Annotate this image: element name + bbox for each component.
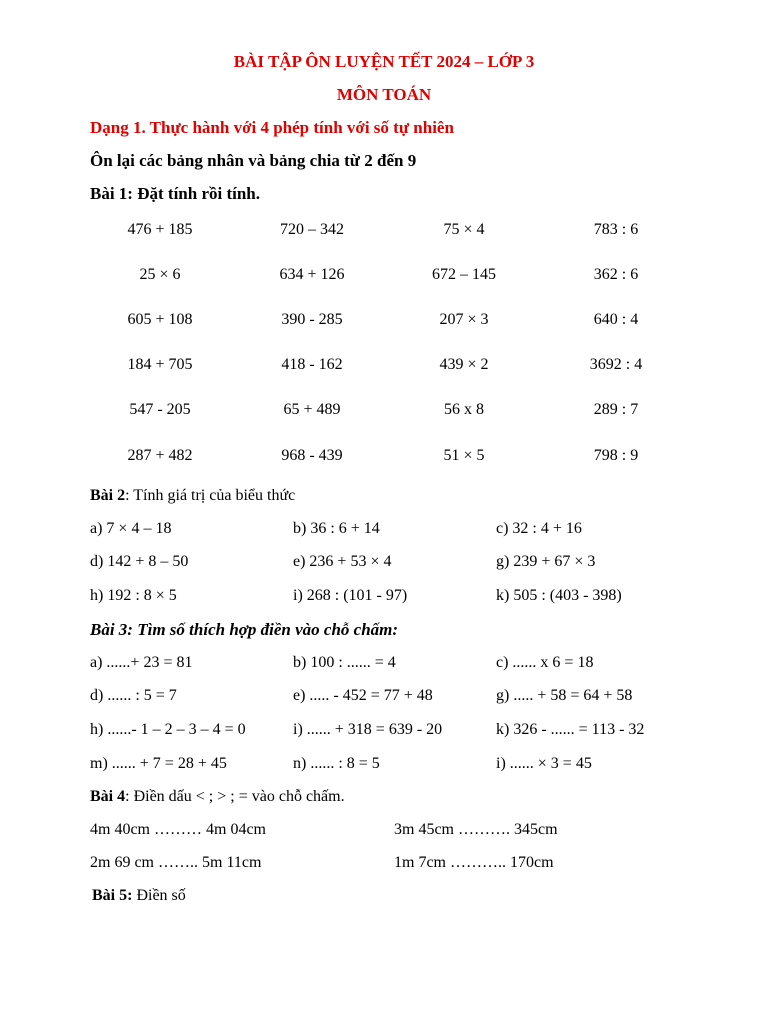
bai4-comparison: 3m 45cm ………. 345cm [394,821,558,838]
bai1-problem: 547 - 205 [129,401,191,418]
bai3-equation: e) ..... - 452 = 77 + 48 [293,687,433,704]
bai1-problem: 184 + 705 [127,356,193,373]
bai1-problem: 65 + 489 [283,401,341,418]
bai1-problem: 476 + 185 [127,221,193,238]
bai1-problem: 968 - 439 [281,447,343,464]
bai3-equation: b) 100 : ...... = 4 [293,654,396,671]
bai1-problem: 798 : 9 [593,447,639,464]
bai3-equation: n) ...... : 8 = 5 [293,755,380,772]
bai1-problem: 287 + 482 [127,447,193,464]
bai3-heading: Bài 3: Tìm số thích hợp điền vào chỗ chấm: [90,620,399,639]
bai4-heading-label: Bài 4 [90,788,126,805]
bai2-expression: d) 142 + 8 – 50 [90,553,189,570]
bai4-comparison: 4m 40cm ……… 4m 04cm [90,821,266,838]
bai3-equation: c) ...... x 6 = 18 [496,654,594,671]
bai4-heading [90,787,345,807]
bai5-heading-label: Bài 5: [92,887,133,904]
bai5-heading-text: Điền số [132,887,186,904]
bai3-equation: i) ...... + 318 = 639 - 20 [293,721,443,738]
bai2-expression: h) 192 : 8 × 5 [90,587,177,604]
bai3-equation: d) ...... : 5 = 7 [90,687,177,704]
bai1-problem: 362 : 6 [593,266,639,283]
bai4-comparison: 1m 7cm ……….. 170cm [394,854,554,871]
bai3-equation: a) ......+ 23 = 81 [90,654,193,671]
bai1-problem: 783 : 6 [593,221,639,238]
bai2-heading [90,486,295,506]
bai1-problem: 56 x 8 [444,401,484,418]
bai1-problem: 51 × 5 [443,447,485,464]
bai2-expression: k) 505 : (403 - 398) [496,587,622,604]
bai1-problem: 640 : 4 [593,311,639,328]
section-heading: Dạng 1. Thực hành với 4 phép tính với số tự nhiên [90,118,454,137]
bai3-equation: g) ..... + 58 = 64 + 58 [496,687,633,704]
bai2-expression: i) 268 : (101 - 97) [293,587,408,604]
bai1-problem: 207 × 3 [439,311,489,328]
bai3-equation: i) ...... × 3 = 45 [496,755,592,772]
page-title: BÀI TẬP ÔN LUYỆN TẾT 2024 – LỚP 3 [233,52,535,71]
bai2-expression: g) 239 + 67 × 3 [496,553,596,570]
bai1-problem: 634 + 126 [279,266,345,283]
bai1-problem: 75 × 4 [443,221,485,238]
bai3-equation: h) ......- 1 – 2 – 3 – 4 = 0 [90,721,246,738]
bai2-expression: e) 236 + 53 × 4 [293,553,392,570]
bai1-problem: 3692 : 4 [589,356,643,373]
bai2-expression: a) 7 × 4 – 18 [90,520,172,537]
bai1-problem: 418 - 162 [281,356,343,373]
bai2-heading-text: : Tính giá trị của biểu thức [125,487,296,504]
bai1-problem: 439 × 2 [439,356,489,373]
page-subtitle: MÔN TOÁN [336,85,432,104]
bai1-heading: Bài 1: Đặt tính rồi tính. [90,184,261,203]
bai1-problem: 289 : 7 [593,401,639,418]
bai1-problem: 25 × 6 [139,266,181,283]
bai1-problem: 720 – 342 [280,221,344,238]
bai5-heading [92,886,186,906]
bai2-heading-label: Bài 2 [90,487,126,504]
bai2-expression: c) 32 : 4 + 16 [496,520,582,537]
bai4-heading-text: : Điền dấu < ; > ; = vào chỗ chấm. [125,788,345,805]
bai3-equation: m) ...... + 7 = 28 + 45 [90,755,227,772]
bai4-comparison: 2m 69 cm …….. 5m 11cm [90,854,262,871]
bai1-problem: 672 – 145 [432,266,496,283]
review-note: Ôn lại các bảng nhân và bảng chia từ 2 đến 9 [90,151,417,170]
bai1-problem: 390 - 285 [281,311,343,328]
bai3-equation: k) 326 - ...... = 113 - 32 [496,721,645,738]
bai2-expression: b) 36 : 6 + 14 [293,520,380,537]
bai1-problem: 605 + 108 [127,311,193,328]
